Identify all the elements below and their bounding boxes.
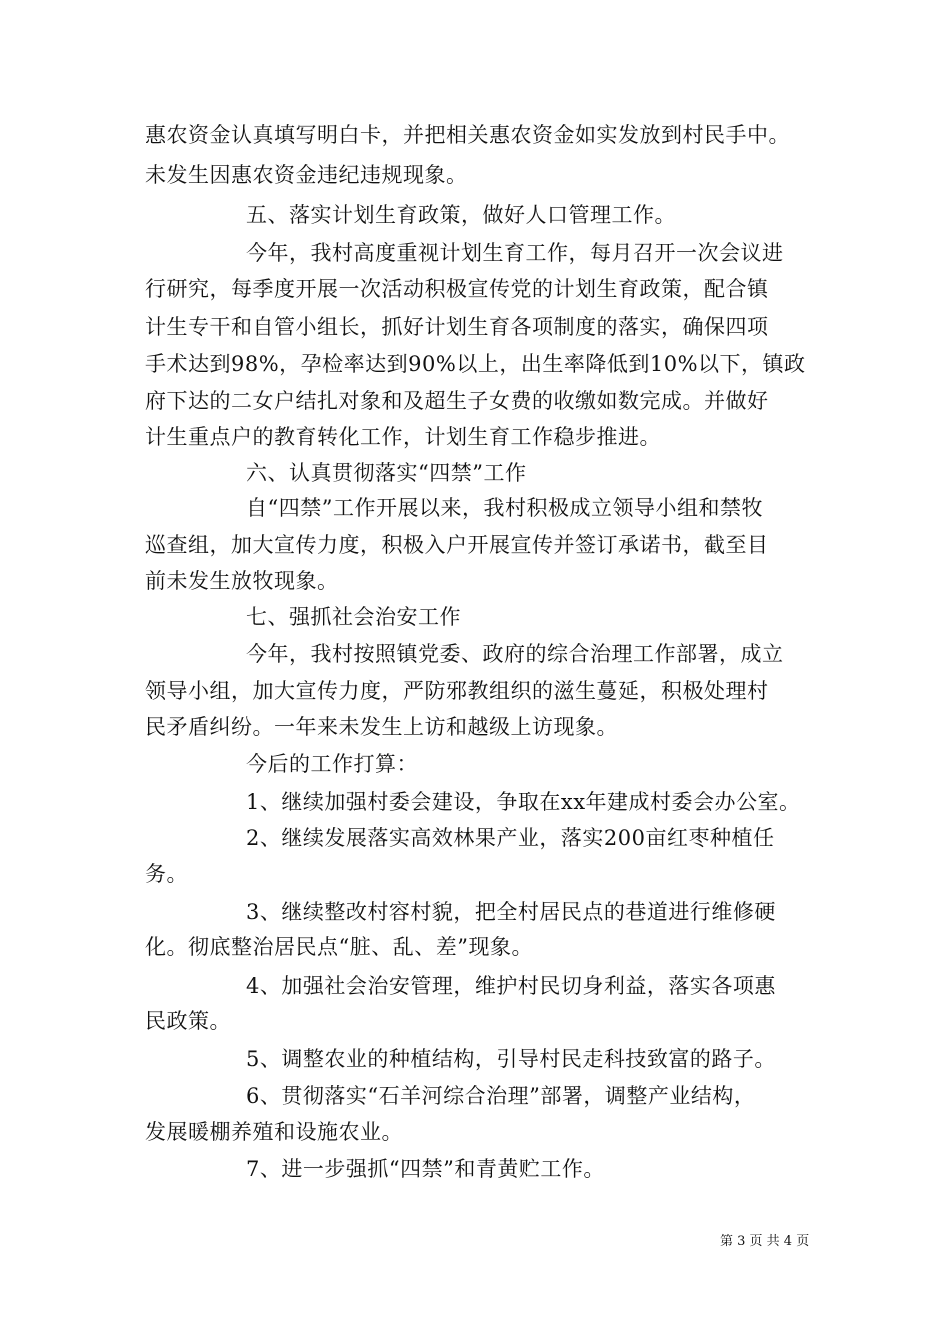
- list-item: 2、继续发展落实高效林果产业，落实200亩红枣种植任: [246, 826, 775, 850]
- list-item: 3、继续整改村容村貌，把全村居民点的巷道进行维修硬: [246, 900, 776, 924]
- text-line: 计生专干和自管小组长，抓好计划生育各项制度的落实，确保四项: [145, 315, 769, 339]
- section-heading: 今后的工作打算：: [246, 752, 418, 776]
- text-line: 领导小组，加大宣传力度，严防邪教组织的滋生蔓延，积极处理村: [145, 679, 769, 703]
- text-line: 今年，我村高度重视计划生育工作，每月召开一次会议进: [246, 241, 784, 265]
- list-item-continuation: 发展暖棚养殖和设施农业。: [145, 1120, 403, 1144]
- list-item: 4、加强社会治安管理，维护村民切身利益，落实各项惠: [246, 974, 776, 998]
- list-item: 1、继续加强村委会建设，争取在xx年建成村委会办公室。: [246, 790, 801, 814]
- section-heading: 五、落实计划生育政策，做好人口管理工作。: [246, 203, 676, 227]
- list-item: 7、进一步强抓“四禁”和青黄贮工作。: [246, 1157, 605, 1181]
- text-line: 巡查组，加大宣传力度，积极入户开展宣传并签订承诺书，截至目: [145, 533, 769, 557]
- text-line: 自“四禁”工作开展以来，我村积极成立领导小组和禁牧: [246, 496, 763, 520]
- text-line: 计生重点户的教育转化工作，计划生育工作稳步推进。: [145, 425, 661, 449]
- page-number: 第 3 页 共 4 页: [720, 1234, 810, 1249]
- text-line: 今年，我村按照镇党委、政府的综合治理工作部署，成立: [246, 642, 784, 666]
- section-heading: 六、认真贯彻落实“四禁”工作: [246, 461, 527, 485]
- list-item-continuation: 务。: [145, 862, 188, 886]
- text-line: 前未发生放牧现象。: [145, 569, 339, 593]
- list-item-continuation: 化。彻底整治居民点“脏、乱、差”现象。: [145, 935, 533, 959]
- list-item-continuation: 民政策。: [145, 1009, 231, 1033]
- section-heading: 七、强抓社会治安工作: [246, 605, 461, 629]
- text-line: 府下达的二女户结扎对象和及超生子女费的收缴如数完成。并做好: [145, 389, 769, 413]
- text-line: 手术达到98%，孕检率达到90%以上，出生率降低到10%以下，镇政: [145, 352, 806, 376]
- text-line: 惠农资金认真填写明白卡，并把相关惠农资金如实发放到村民手中。: [145, 123, 790, 147]
- list-item: 6、贯彻落实“石羊河综合治理”部署，调整产业结构，: [246, 1084, 756, 1108]
- text-line: 民矛盾纠纷。一年来未发生上访和越级上访现象。: [145, 715, 618, 739]
- text-line: 未发生因惠农资金违纪违规现象。: [145, 163, 468, 187]
- text-line: 行研究，每季度开展一次活动积极宣传党的计划生育政策，配合镇: [145, 277, 769, 301]
- list-item: 5、调整农业的种植结构，引导村民走科技致富的路子。: [246, 1047, 776, 1071]
